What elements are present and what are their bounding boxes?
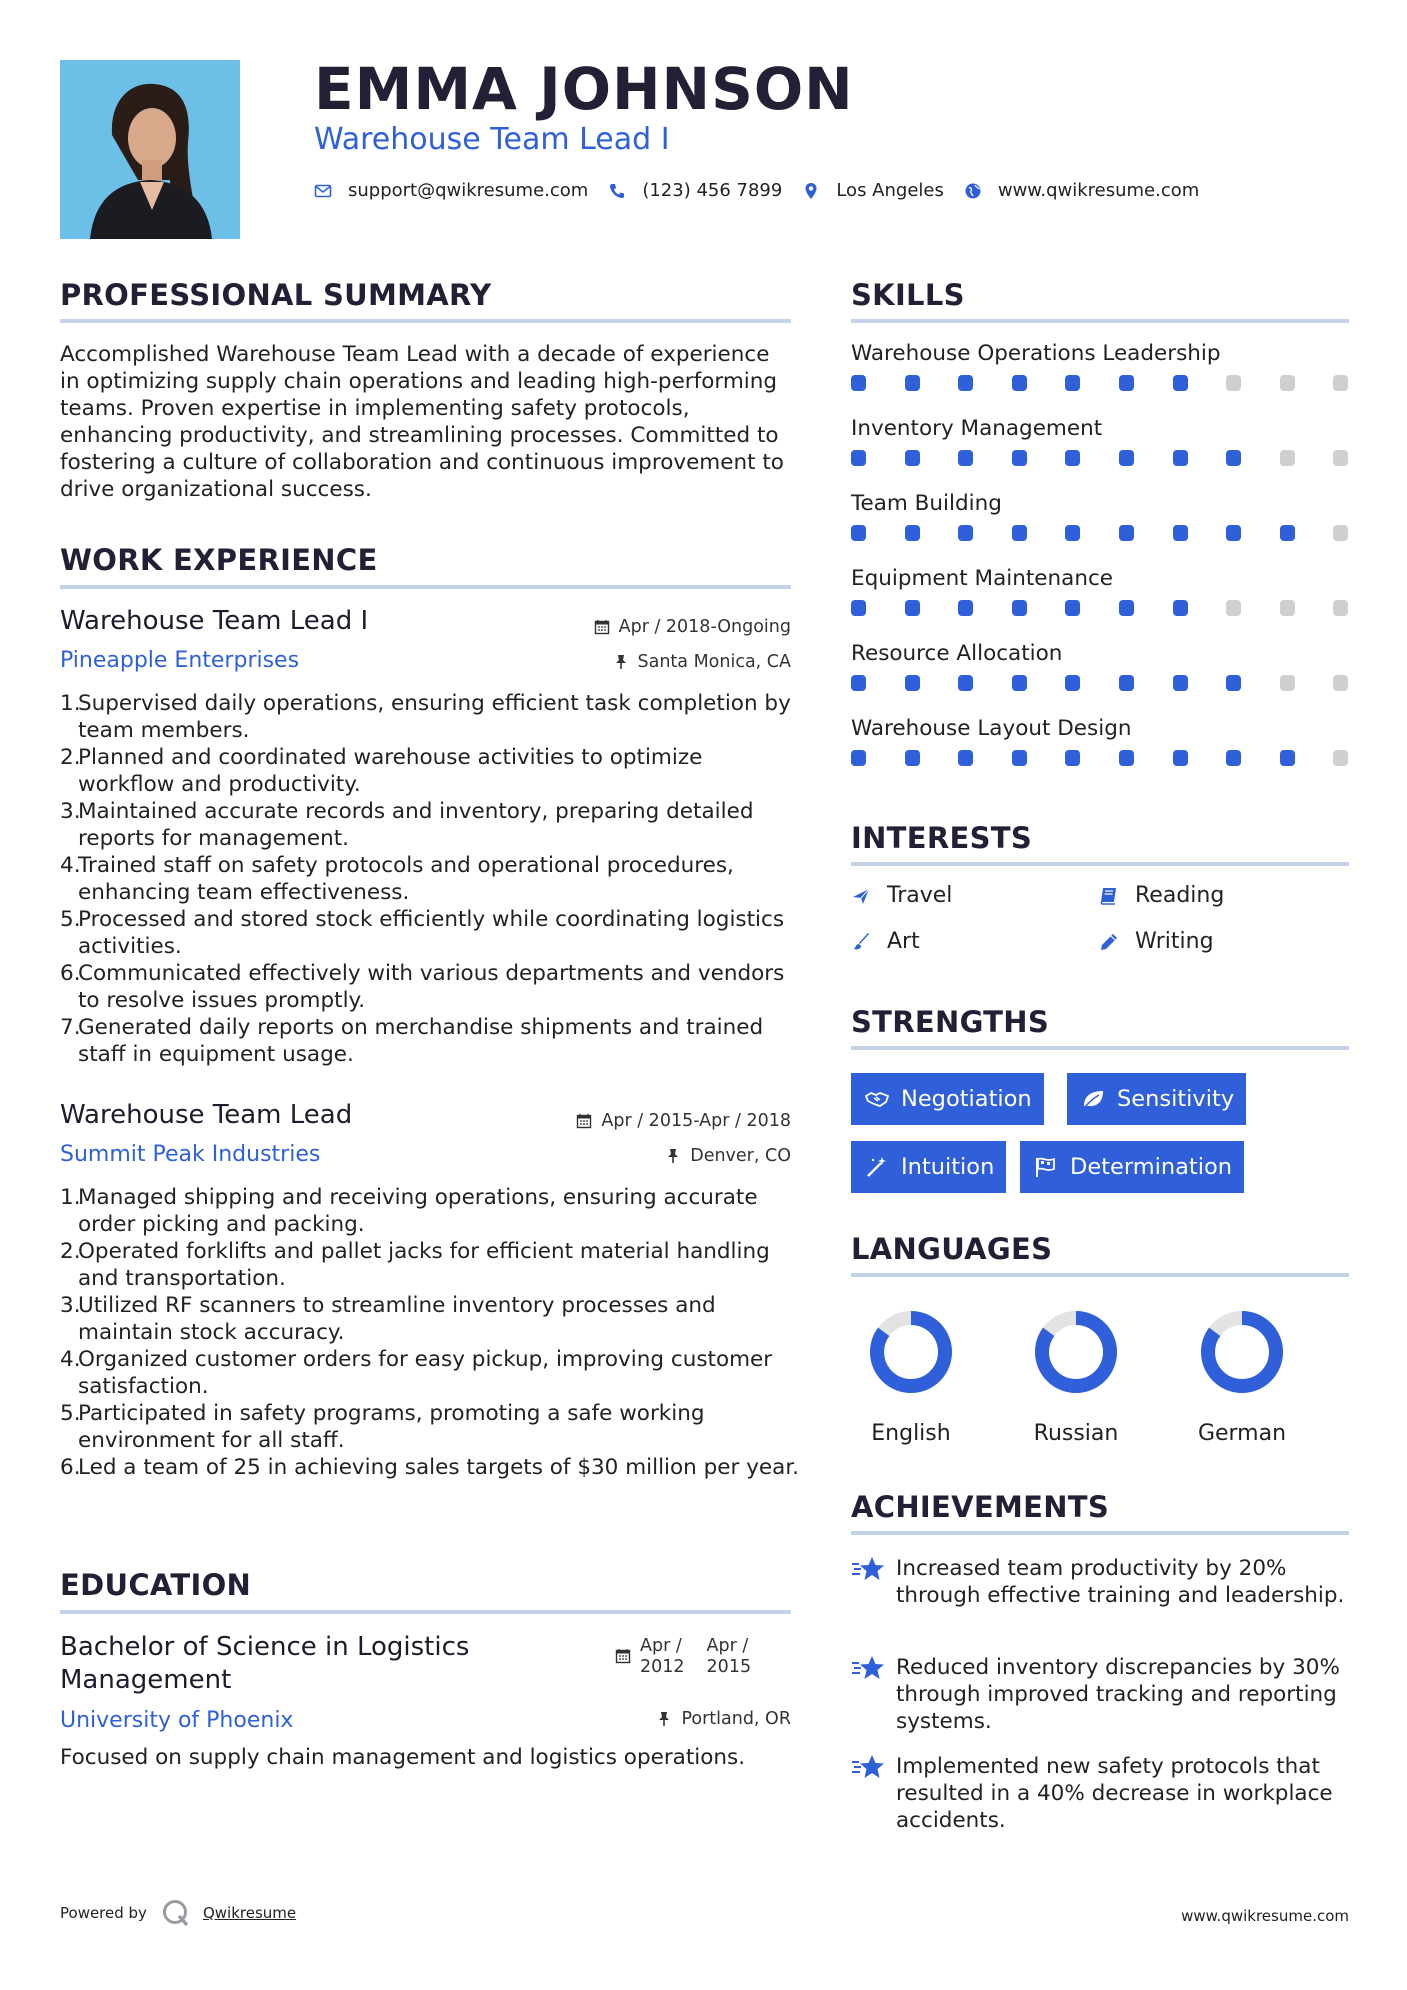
map-pin-icon	[802, 182, 820, 200]
rating-dot-filled	[1119, 525, 1134, 541]
rating-dot-filled	[1280, 525, 1295, 541]
rating-dot-filled	[1065, 450, 1080, 466]
rating-dot-filled	[851, 750, 866, 766]
rating-dot-empty	[1333, 525, 1348, 541]
skill-rating	[851, 600, 1349, 616]
star-icon	[851, 1654, 885, 1682]
list-item: Participated in safety programs, promoting a safe working environment for all staff.	[78, 1401, 705, 1453]
skill-name: Resource Allocation	[851, 641, 1063, 666]
contact-website[interactable]	[964, 180, 1199, 201]
company-name: Summit Peak Industries	[60, 1142, 321, 1167]
job-title: Warehouse Team Lead	[60, 1100, 353, 1130]
interests-heading: INTERESTS	[851, 821, 1033, 855]
skill-name: Equipment Maintenance	[851, 566, 1113, 591]
skill-rating	[851, 450, 1349, 466]
website-text: www.qwikresume.com	[997, 180, 1200, 201]
rating-dot-filled	[1119, 450, 1134, 466]
rating-dot-filled	[905, 750, 920, 766]
skill-rating	[851, 525, 1349, 541]
strength-sensitivity: Sensitivity	[1067, 1073, 1246, 1125]
interest-travel: Travel	[851, 883, 952, 908]
candidate-name: EMMA JOHNSON	[314, 55, 854, 123]
magic-wand-icon	[865, 1156, 889, 1178]
rating-dot-filled	[1012, 450, 1027, 466]
rating-dot-empty	[1333, 750, 1348, 766]
education-dates: Apr / 2012 Apr / 2015	[615, 1636, 751, 1678]
list-item: Communicated effectively with various departments and vendors to resolve issues promptly.	[78, 961, 785, 1013]
rating-dot-filled	[1119, 675, 1134, 691]
skill-name: Inventory Management	[851, 416, 1103, 441]
envelope-icon	[314, 182, 332, 200]
rating-dot-filled	[851, 600, 866, 616]
rating-dot-filled	[851, 450, 866, 466]
skill-rating	[851, 750, 1349, 766]
paintbrush-icon	[851, 932, 871, 952]
contact-location	[802, 180, 944, 201]
language-item	[841, 1307, 981, 1446]
list-item: Supervised daily operations, ensuring efficient task completion by team members.	[78, 691, 791, 743]
rating-dot-filled	[1173, 375, 1188, 391]
language-name: English	[871, 1421, 951, 1446]
rating-dot-empty	[1280, 675, 1295, 691]
rating-dot-filled	[1173, 450, 1188, 466]
strength-determination: Determination	[1020, 1141, 1244, 1193]
skill-name: Warehouse Layout Design	[851, 716, 1132, 741]
education-description: Focused on supply chain management and logistics operations.	[60, 1745, 746, 1770]
rating-dot-filled	[905, 450, 920, 466]
language-proficiency-donut	[866, 1307, 956, 1397]
language-name: German	[1197, 1421, 1287, 1446]
rating-dot-empty	[1280, 375, 1295, 391]
school-name: University of Phoenix	[60, 1708, 294, 1733]
phone-icon	[608, 182, 626, 200]
rating-dot-empty	[1226, 375, 1241, 391]
skill-rating	[851, 675, 1349, 691]
summary-heading: PROFESSIONAL SUMMARY	[60, 278, 492, 312]
skill-rating	[851, 375, 1349, 391]
job-duties-list	[60, 1184, 800, 1481]
calendar-icon	[576, 1113, 592, 1129]
rating-dot-filled	[1173, 675, 1188, 691]
email-text: support@qwikresume.com	[348, 180, 589, 201]
company-name: Pineapple Enterprises	[60, 648, 300, 673]
strengths-rule	[851, 1046, 1349, 1050]
strengths-heading: STRENGTHS	[851, 1005, 1050, 1039]
rating-dot-filled	[1226, 450, 1241, 466]
rating-dot-filled	[1012, 600, 1027, 616]
rating-dot-empty	[1333, 600, 1348, 616]
rating-dot-filled	[851, 675, 866, 691]
rating-dot-empty	[1333, 450, 1348, 466]
leaf-icon	[1081, 1088, 1105, 1110]
rating-dot-empty	[1226, 600, 1241, 616]
rating-dot-filled	[905, 525, 920, 541]
education-location: Portland, OR	[480, 1709, 791, 1729]
degree-line-2: Management	[60, 1665, 232, 1695]
list-item: Planned and coordinated warehouse activities to optimize workflow and productivity.	[78, 745, 703, 797]
contact-email[interactable]	[314, 180, 588, 201]
degree-line-1: Bachelor of Science in Logistics	[60, 1632, 470, 1662]
rating-dot-filled	[1226, 675, 1241, 691]
interest-art: Art	[851, 929, 920, 954]
interest-reading: Reading	[1099, 883, 1224, 908]
skill-name: Warehouse Operations Leadership	[851, 341, 1221, 366]
list-item: Trained staff on safety protocols and operational procedures, enhancing team effectiveness.	[78, 853, 734, 905]
candidate-role: Warehouse Team Lead I	[314, 122, 670, 157]
rating-dot-filled	[958, 525, 973, 541]
rating-dot-filled	[1173, 750, 1188, 766]
list-item: Maintained accurate records and inventory, preparing detailed reports for management.	[78, 799, 754, 851]
language-item	[1172, 1307, 1312, 1446]
rating-dot-filled	[958, 675, 973, 691]
job-duties-list	[60, 690, 800, 1068]
rating-dot-filled	[1065, 750, 1080, 766]
rating-dot-filled	[958, 375, 973, 391]
rating-dot-filled	[1280, 750, 1295, 766]
qwikresume-link[interactable]: Qwikresume	[202, 1904, 297, 1922]
star-icon	[851, 1753, 885, 1781]
list-item: Organized customer orders for easy pickup, improving customer satisfaction.	[78, 1347, 773, 1399]
rating-dot-filled	[851, 525, 866, 541]
language-proficiency-donut	[1031, 1307, 1121, 1397]
phone-text: (123) 456 7899	[642, 180, 783, 201]
list-item: Managed shipping and receiving operations, ensuring accurate order picking and packing.	[78, 1185, 758, 1237]
footer-powered-by: Powered by Qwikresume	[60, 1898, 296, 1928]
pushpin-icon	[613, 654, 629, 670]
rating-dot-filled	[1119, 600, 1134, 616]
skills-heading: SKILLS	[851, 278, 965, 312]
language-item	[1006, 1307, 1146, 1446]
list-item: Operated forklifts and pallet jacks for efficient material handling and transportation.	[78, 1239, 770, 1291]
achievement-item: Reduced inventory discrepancies by 30% through improved tracking and reporting systems.	[851, 1654, 1346, 1735]
rating-dot-filled	[1119, 375, 1134, 391]
flag-icon	[1034, 1156, 1058, 1178]
rating-dot-filled	[1012, 750, 1027, 766]
handshake-icon	[865, 1088, 889, 1110]
qwikresume-logo-icon	[161, 1898, 191, 1928]
rating-dot-empty	[1333, 675, 1348, 691]
languages-heading: LANGUAGES	[851, 1232, 1053, 1266]
rating-dot-filled	[1065, 375, 1080, 391]
rating-dot-filled	[1119, 750, 1134, 766]
pushpin-icon	[665, 1148, 681, 1164]
profile-photo	[60, 60, 240, 239]
job-title: Warehouse Team Lead I	[60, 606, 369, 636]
rating-dot-filled	[905, 600, 920, 616]
language-name: Russian	[1033, 1421, 1119, 1446]
star-icon	[851, 1555, 885, 1583]
skills-rule	[851, 319, 1349, 323]
language-proficiency-donut	[1197, 1307, 1287, 1397]
rating-dot-filled	[1226, 525, 1241, 541]
list-item: Generated daily reports on merchandise shipments and trained staff in equipment usage.	[78, 1015, 764, 1067]
summary-text: Accomplished Warehouse Team Lead with a decade of experience in optimizing supply chain operations and leading high-performing teams. Proven expertise in implementing safety protocols, enhancing productivity, and streamlining processes. Committed to fostering a culture of collaboration and continuous improvement to drive organizational success.	[60, 342, 784, 502]
achievement-item: Implemented new safety protocols that resulted in a 40% decrease in workplace accidents.	[851, 1753, 1346, 1834]
education-heading: EDUCATION	[60, 1568, 252, 1602]
achievement-item: Increased team productivity by 20% through effective training and leadership.	[851, 1555, 1346, 1609]
rating-dot-filled	[958, 750, 973, 766]
job-location: Santa Monica, CA	[480, 652, 791, 672]
rating-dot-filled	[1173, 525, 1188, 541]
summary-rule	[60, 319, 791, 323]
rating-dot-filled	[1065, 525, 1080, 541]
interest-writing: Writing	[1099, 929, 1214, 954]
pencil-icon	[1099, 932, 1119, 952]
experience-rule	[60, 585, 791, 589]
rating-dot-filled	[1065, 675, 1080, 691]
rating-dot-filled	[958, 600, 973, 616]
experience-heading: WORK EXPERIENCE	[60, 543, 378, 577]
strength-negotiation: Negotiation	[851, 1073, 1044, 1125]
achievements-rule	[851, 1531, 1349, 1535]
rating-dot-filled	[1012, 675, 1027, 691]
rating-dot-filled	[905, 375, 920, 391]
rating-dot-filled	[1012, 525, 1027, 541]
rating-dot-empty	[1333, 375, 1348, 391]
rating-dot-empty	[1280, 600, 1295, 616]
pushpin-icon	[656, 1711, 672, 1727]
list-item: Processed and stored stock efficiently while coordinating logistics activities.	[78, 907, 785, 959]
achievements-heading: ACHIEVEMENTS	[851, 1490, 1110, 1524]
globe-icon	[964, 182, 982, 200]
interests-rule	[851, 862, 1349, 866]
list-item: Led a team of 25 in achieving sales targets of $30 million per year.	[78, 1455, 800, 1480]
languages-rule	[851, 1273, 1349, 1277]
rating-dot-filled	[1173, 600, 1188, 616]
job-location: Denver, CO	[480, 1146, 791, 1166]
rating-dot-filled	[1065, 600, 1080, 616]
rating-dot-filled	[958, 450, 973, 466]
rating-dot-filled	[851, 375, 866, 391]
rating-dot-empty	[1280, 450, 1295, 466]
location-text: Los Angeles	[836, 180, 944, 201]
rating-dot-filled	[1226, 750, 1241, 766]
strength-intuition: Intuition	[851, 1141, 1006, 1193]
footer-website[interactable]: www.qwikresume.com	[1181, 1907, 1349, 1925]
job-dates: Apr / 2018-Ongoing	[480, 617, 791, 637]
plane-icon	[851, 886, 871, 906]
rating-dot-filled	[1012, 375, 1027, 391]
contact-phone[interactable]	[608, 180, 782, 201]
list-item: Utilized RF scanners to streamline inventory processes and maintain stock accuracy.	[78, 1293, 716, 1345]
education-rule	[60, 1610, 791, 1614]
calendar-icon	[594, 619, 610, 635]
calendar-icon	[615, 1648, 631, 1664]
rating-dot-filled	[905, 675, 920, 691]
contact-bar	[314, 180, 1219, 201]
book-icon	[1099, 886, 1119, 906]
job-dates: Apr / 2015-Apr / 2018	[480, 1111, 791, 1131]
skill-name: Team Building	[851, 491, 1002, 516]
